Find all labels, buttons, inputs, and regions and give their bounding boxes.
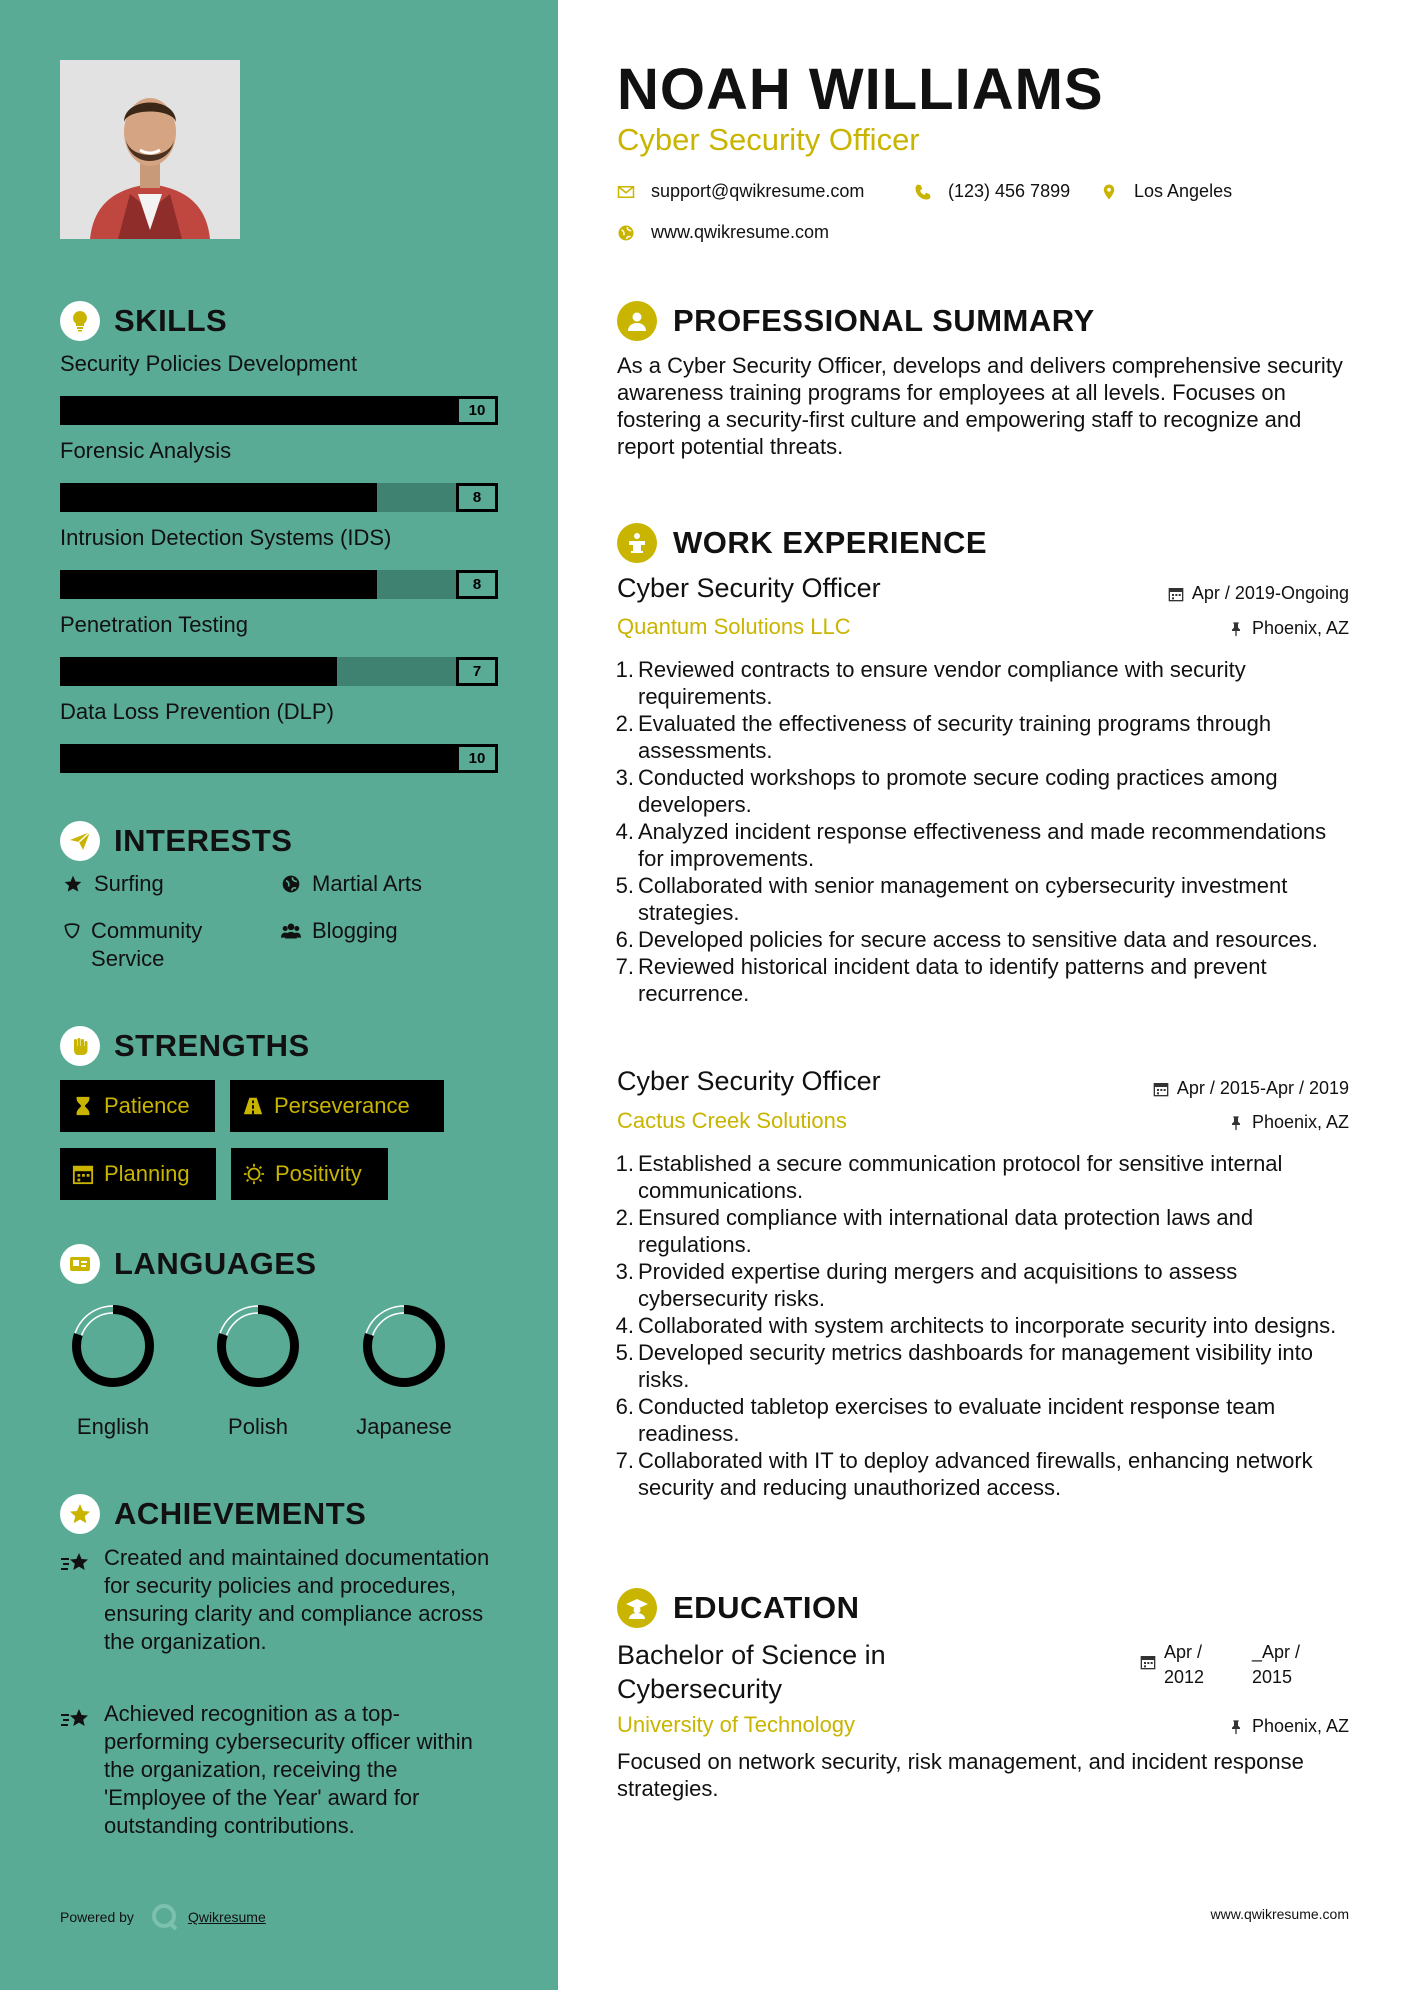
job-company: Cactus Creek Solutions [617, 1108, 847, 1133]
strength-badge: Perseverance [230, 1080, 444, 1132]
strength-badge: Positivity [231, 1148, 388, 1200]
skill-bar [60, 483, 498, 512]
skill-bar [60, 657, 498, 686]
candidate-role: Cyber Security Officer [617, 122, 920, 157]
skill-item [60, 612, 498, 686]
job-dates: Apr / 2015-Apr / 2019 [1153, 1078, 1349, 1099]
skill-name: Intrusion Detection Systems (IDS) [60, 525, 392, 550]
language-gauge [210, 1298, 306, 1394]
skill-level: 7 [456, 657, 498, 686]
duty-item: 7. Collaborated with IT to deploy advanced firewalls, enhancing network security and reducing unauthorized access. [615, 1448, 1313, 1500]
education-heading: EDUCATION [617, 1588, 859, 1628]
duty-item: 4. Collaborated with system architects to incorporate security into designs. [615, 1313, 1337, 1338]
lectern-icon [617, 523, 657, 563]
language-item [188, 1298, 328, 1440]
education-location: Phoenix, AZ [1228, 1716, 1349, 1737]
footer-url[interactable]: www.qwikresume.com [1210, 1906, 1349, 1922]
skill-name: Data Loss Prevention (DLP) [60, 699, 334, 724]
skill-item [60, 438, 498, 512]
job-duties [610, 1150, 1355, 1501]
pushpin-icon [1228, 1115, 1244, 1131]
education-degree: Bachelor of Science in Cybersecurity [617, 1640, 886, 1704]
skill-name: Penetration Testing [60, 612, 248, 637]
shield-icon [60, 917, 83, 945]
hourglass-icon [72, 1095, 94, 1117]
skill-level: 10 [456, 396, 498, 425]
profile-photo [60, 60, 240, 239]
pushpin-icon [1228, 1719, 1244, 1735]
summary-heading: PROFESSIONAL SUMMARY [617, 301, 1095, 341]
skill-name: Security Policies Development [60, 351, 358, 376]
interest-item: Martial Arts [278, 870, 422, 898]
skill-bar-fill [60, 570, 377, 599]
fist-icon [60, 1026, 100, 1066]
shooting-star-icon [60, 1700, 104, 1840]
duty-item: 2. Ensured compliance with international data protection laws and regulations. [615, 1205, 1254, 1257]
duty-item: 3. Conducted workshops to promote secure coding practices among developers. [615, 765, 1278, 817]
calendar-icon [1140, 1654, 1156, 1670]
qwikresume-logo-icon [150, 1902, 180, 1932]
education-end: _Apr / 2015 [1252, 1642, 1301, 1687]
users-icon [278, 917, 304, 945]
skill-bar [60, 744, 498, 773]
calendar-icon [1153, 1081, 1169, 1097]
road-icon [242, 1095, 264, 1117]
globe-icon [278, 870, 304, 898]
skill-bar-fill [60, 396, 456, 425]
lightbulb-icon [60, 301, 100, 341]
duty-item: 4. Analyzed incident response effectiveness and made recommendations for improvements. [615, 819, 1327, 871]
skill-level: 8 [456, 483, 498, 512]
job-title: Cyber Security Officer [617, 573, 881, 603]
skill-level: 10 [456, 744, 498, 773]
language-item [43, 1298, 183, 1440]
calendar-icon [1168, 586, 1184, 602]
pushpin-icon [1228, 621, 1244, 637]
education-dates [1140, 1640, 1340, 1690]
powered-by: Powered by Qwikresume [60, 1902, 266, 1932]
map-pin-icon [1100, 183, 1118, 201]
language-name: Polish [228, 1414, 288, 1439]
experience-heading: WORK EXPERIENCE [617, 523, 987, 563]
phone-icon [914, 183, 932, 201]
skill-level: 8 [456, 570, 498, 599]
skill-item [60, 699, 498, 773]
candidate-name: NOAH WILLIAMS [617, 57, 1104, 122]
strengths-heading: STRENGTHS [60, 1026, 310, 1066]
medal-star-icon [60, 1494, 100, 1534]
interest-item: Surfing [60, 870, 164, 898]
graduate-icon [617, 1588, 657, 1628]
job-dates: Apr / 2019-Ongoing [1168, 583, 1349, 604]
duty-item: 2. Evaluated the effectiveness of security training programs through assessments. [615, 711, 1272, 763]
contact-location: Los Angeles [1100, 181, 1232, 202]
job-location: Phoenix, AZ [1228, 1112, 1349, 1133]
skill-bar-fill [60, 744, 456, 773]
globe-icon [617, 224, 635, 242]
duty-item: 5. Developed security metrics dashboards for management visibility into risks. [615, 1340, 1313, 1392]
language-gauge [65, 1298, 161, 1394]
duty-item: 3. Provided expertise during mergers and acquisitions to assess cybersecurity risks. [615, 1259, 1238, 1311]
achievement-item: Created and maintained documentation for security policies and procedures, ensuring clarity and compliance across the organization. [60, 1544, 500, 1656]
skill-item [60, 351, 498, 425]
sidebar [0, 0, 558, 1990]
id-card-icon [60, 1244, 100, 1284]
job-location: Phoenix, AZ [1228, 618, 1349, 639]
education-school: University of Technology [617, 1712, 856, 1737]
user-icon [617, 301, 657, 341]
interest-item: Blogging [278, 917, 398, 945]
duty-item: 6. Developed policies for secure access to sensitive data and resources. [615, 927, 1318, 952]
skill-bar [60, 396, 498, 425]
education-start: Apr / 2012 [1164, 1642, 1205, 1687]
duty-item: 7. Reviewed historical incident data to identify patterns and prevent recurrence. [615, 954, 1267, 1006]
job-title: Cyber Security Officer [617, 1066, 881, 1096]
envelope-icon [617, 183, 635, 201]
sun-icon [243, 1163, 265, 1185]
language-name: English [76, 1414, 150, 1439]
skill-bar-fill [60, 657, 337, 686]
strength-badge: Patience [60, 1080, 215, 1132]
interests-heading: INTERESTS [60, 821, 292, 861]
calendar-icon [72, 1163, 94, 1185]
paper-plane-icon [60, 821, 100, 861]
education-description: Focused on network security, risk management, and incident response strategies. [617, 1749, 1304, 1801]
job-company: Quantum Solutions LLC [617, 614, 851, 639]
language-item [334, 1298, 474, 1440]
skill-item [60, 525, 498, 599]
skill-bar-fill [60, 483, 377, 512]
star-icon [60, 870, 86, 898]
duty-item: 6. Conducted tabletop exercises to evaluate incident response team readiness. [615, 1394, 1276, 1446]
interest-item: Community Service [60, 917, 260, 973]
contact-email[interactable]: support@qwikresume.com [617, 181, 864, 202]
summary-text: As a Cyber Security Officer, develops and delivers comprehensive security awareness training programs for employees at all levels. Focuses on fostering a security-first culture and empowering staff to recognize and report potential threats. [617, 353, 1343, 459]
languages-heading: LANGUAGES [60, 1244, 317, 1284]
job-duties [610, 656, 1355, 1007]
skill-bar [60, 570, 498, 599]
skill-name: Forensic Analysis [60, 438, 232, 463]
strength-badge: Planning [60, 1148, 216, 1200]
achievement-item: Achieved recognition as a top-performing cybersecurity officer within the organization, receiving the 'Employee of the Year' award for outstanding contributions. [60, 1700, 500, 1840]
duty-item: 1. Established a secure communication protocol for sensitive internal communications. [615, 1151, 1283, 1203]
language-gauge [356, 1298, 452, 1394]
shooting-star-icon [60, 1544, 104, 1656]
skills-heading: SKILLS [60, 301, 227, 341]
language-name: Japanese [356, 1414, 452, 1439]
contact-phone[interactable]: (123) 456 7899 [914, 181, 1070, 202]
contact-website[interactable]: www.qwikresume.com [617, 222, 829, 243]
duty-item: 5. Collaborated with senior management on cybersecurity investment strategies. [615, 873, 1288, 925]
duty-item: 1. Reviewed contracts to ensure vendor compliance with security requirements. [615, 657, 1246, 709]
achievements-heading: ACHIEVEMENTS [60, 1494, 366, 1534]
qwikresume-link[interactable]: Qwikresume [187, 1909, 266, 1925]
